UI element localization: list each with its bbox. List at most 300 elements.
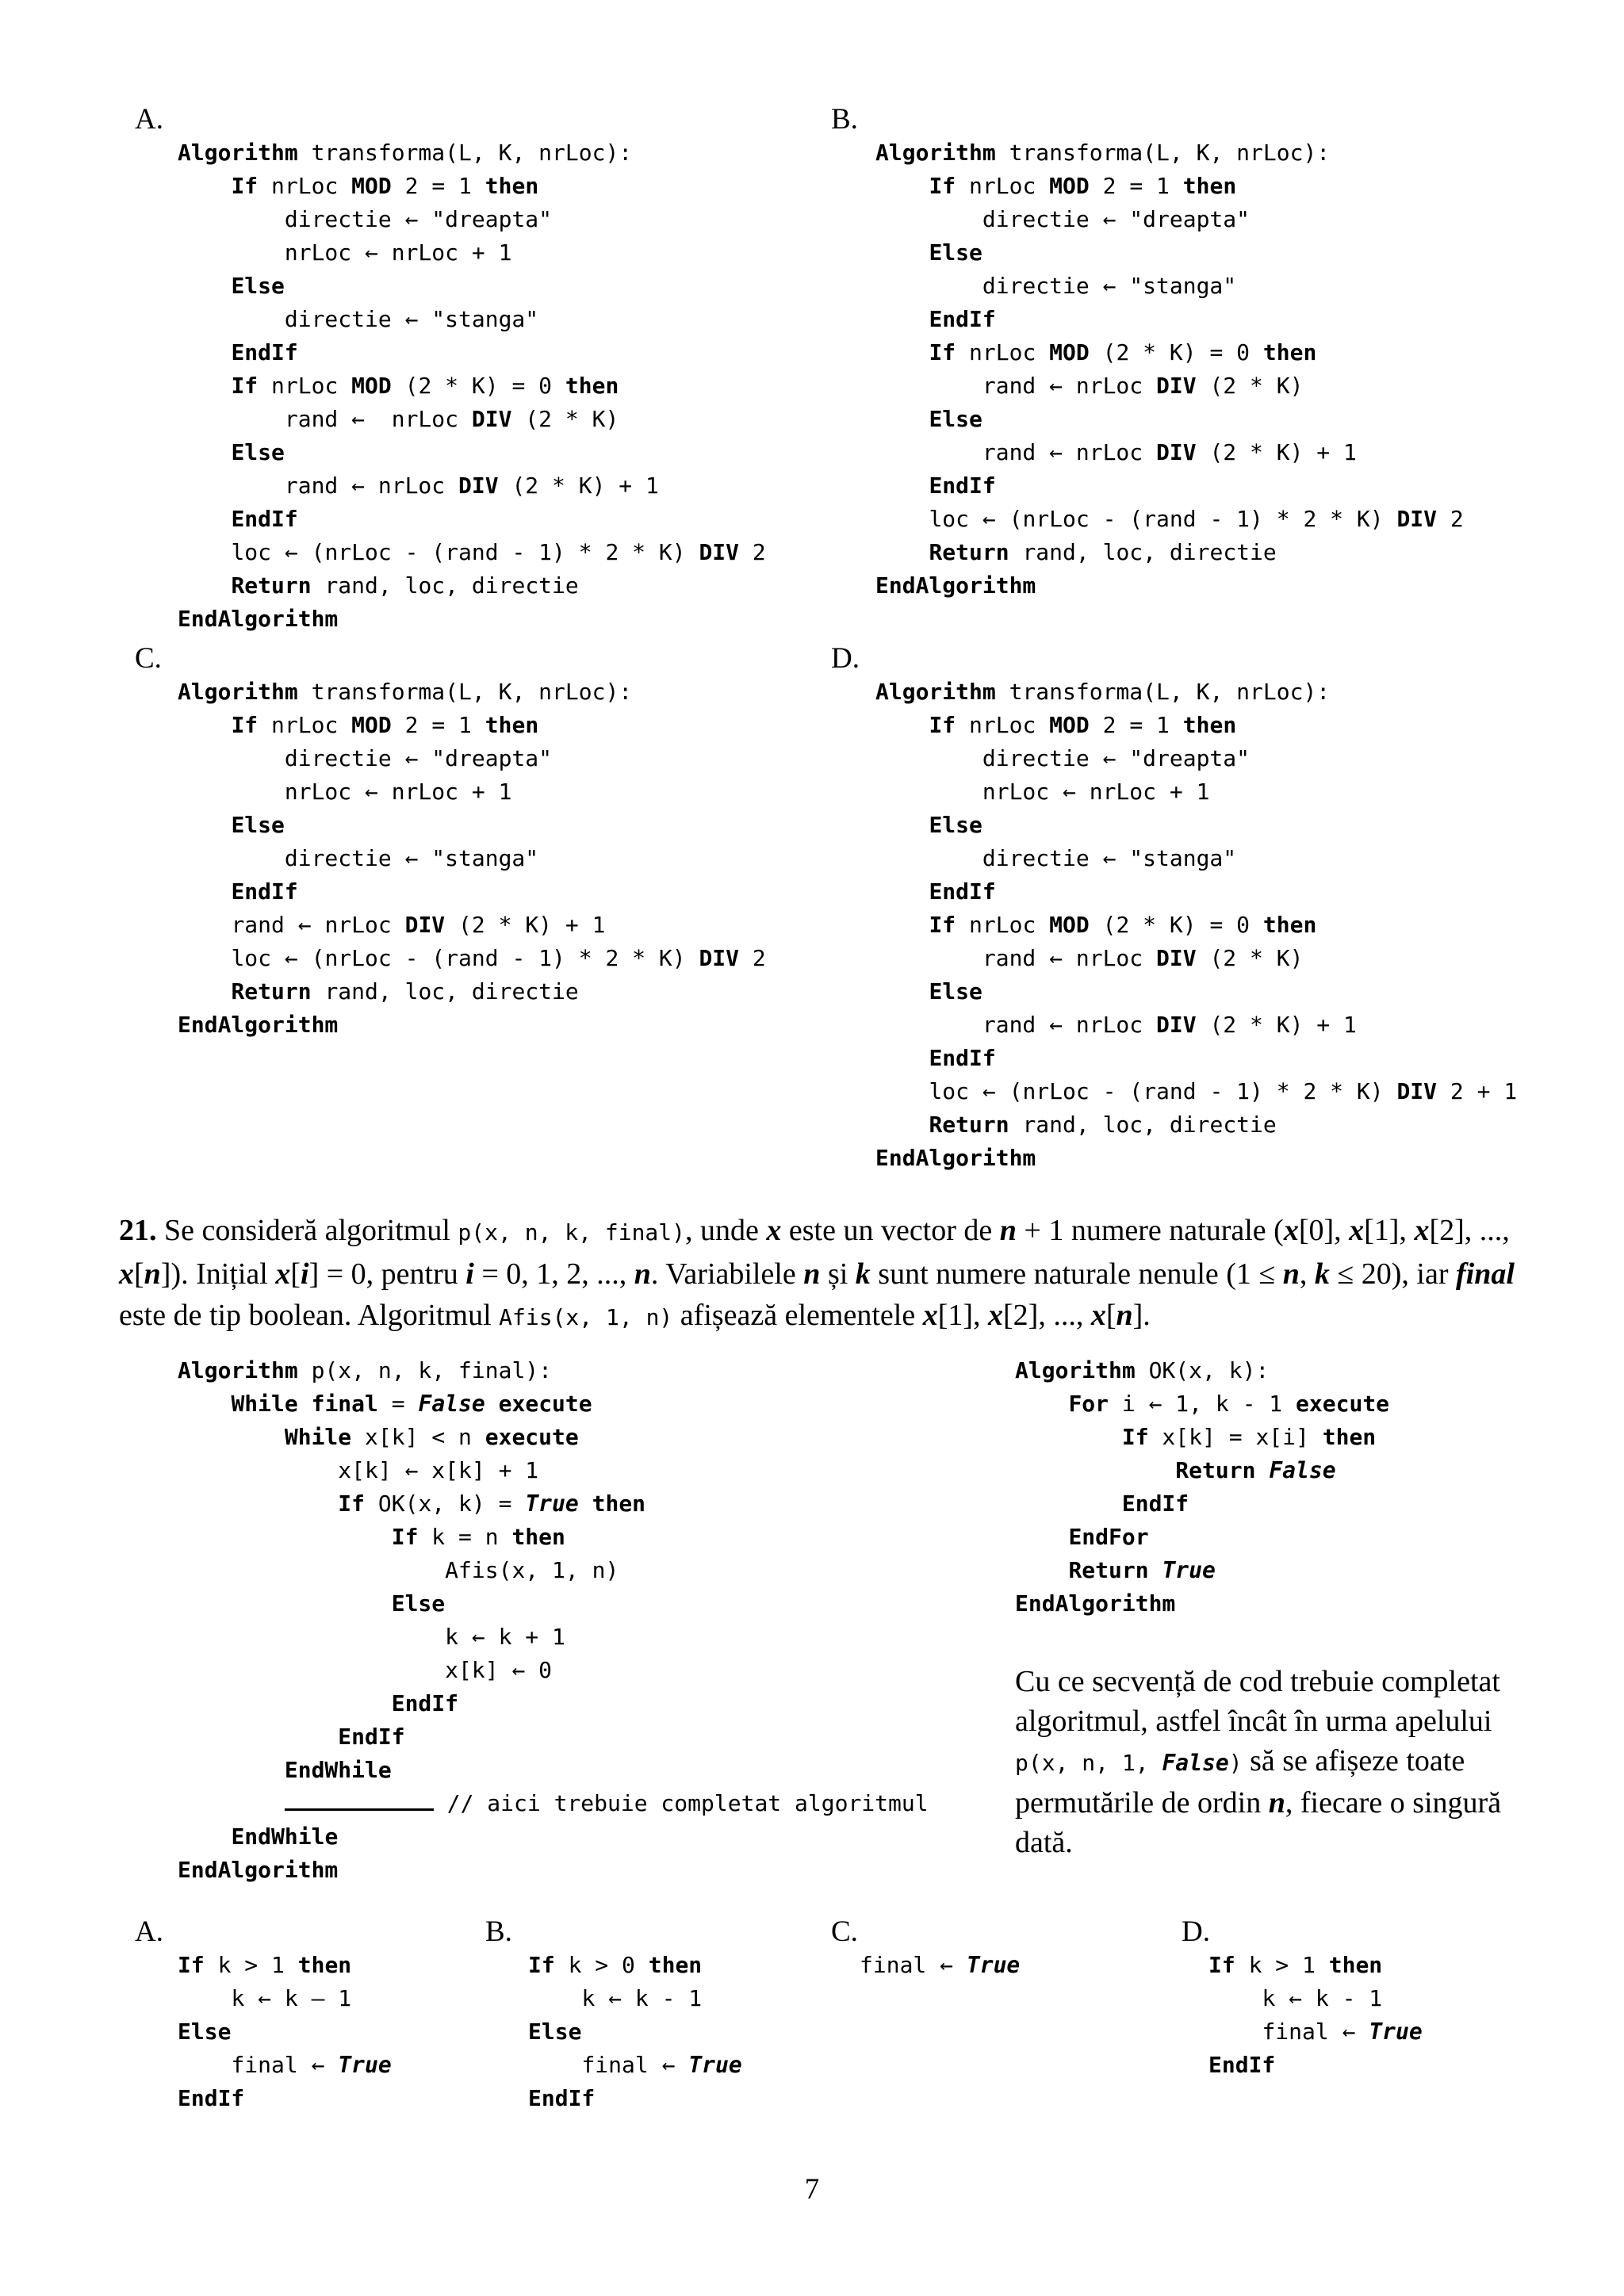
code-text: nrLoc [956, 339, 1050, 365]
code-keyword: If [231, 373, 259, 399]
code-line [178, 170, 766, 203]
code-text: rand ← nrLoc [284, 473, 459, 499]
code-line [1015, 1554, 1389, 1587]
code-line [178, 1354, 929, 1387]
code-line [178, 2082, 392, 2115]
code-line [178, 403, 766, 436]
code-line [1015, 1454, 1389, 1487]
code-text [1255, 1457, 1269, 1483]
code-line [528, 2049, 742, 2082]
answer-b-label: B. [485, 1915, 512, 1948]
code-text: k ← k - 1 [1262, 1985, 1383, 2011]
code-text: (2 * K) + 1 [445, 912, 606, 938]
code-keyword: execute [498, 1391, 592, 1417]
code-keyword: then [1322, 1424, 1377, 1450]
code-line [875, 569, 1464, 603]
code-text: rand ← nrLoc [982, 439, 1157, 465]
code-keyword: EndIf [929, 306, 996, 332]
code-keyword: then [1328, 1952, 1383, 1978]
code-line [875, 503, 1464, 536]
code-line [1015, 1354, 1389, 1387]
code-line [875, 403, 1464, 436]
code-keyword: DIV [1156, 1012, 1197, 1038]
code-text: k ← k – 1 [231, 1985, 352, 2011]
code-keyword: Return [231, 572, 312, 599]
code-line [1015, 1587, 1389, 1621]
code-line [875, 909, 1517, 942]
code-line [875, 336, 1464, 369]
code-line [178, 136, 766, 170]
algorithm-p-code [178, 1354, 929, 1887]
code-keyword: DIV [458, 473, 499, 499]
code-keyword: Else [929, 406, 982, 432]
code-keyword: EndAlgorithm [178, 1012, 339, 1038]
code-literal: True [1369, 2019, 1423, 2045]
code-keyword: Else [391, 1590, 446, 1617]
code-text: k ← k - 1 [581, 1985, 703, 2011]
code-line [178, 1487, 929, 1521]
code-text: k ← k + 1 [445, 1624, 565, 1650]
code-text: x[k] ← 0 [445, 1657, 553, 1683]
code-keyword: If [391, 1524, 419, 1550]
code-text: 2 = 1 [391, 712, 485, 738]
code-line [1208, 2015, 1423, 2049]
code-line [178, 1421, 929, 1454]
code-keyword: DIV [1396, 1078, 1438, 1104]
code-text: transforma(L, K, nrLoc): [297, 140, 633, 166]
code-line [178, 742, 766, 775]
code-keyword: DIV [1156, 439, 1197, 465]
code-keyword: If [929, 173, 956, 199]
code-text: directie ← "stanga" [284, 306, 539, 332]
option-d-code [875, 675, 1517, 1175]
code-text: (2 * K) + 1 [1196, 439, 1357, 465]
code-text: OK(x, k): [1135, 1357, 1270, 1383]
code-keyword: EndAlgorithm [875, 572, 1036, 599]
answer-c-label: C. [831, 1915, 858, 1948]
code-text: 2 = 1 [1089, 712, 1183, 738]
code-keyword: DIV [404, 912, 446, 938]
code-keyword: EndIf [231, 506, 298, 532]
code-keyword: Return [1175, 1457, 1256, 1483]
code-keyword: Return [929, 1112, 1009, 1138]
code-keyword: then [565, 373, 619, 399]
code-line [178, 1687, 929, 1720]
code-text: 2 [1437, 506, 1464, 532]
code-keyword: Else [231, 812, 285, 838]
code-line [178, 942, 766, 975]
option-c-code [178, 675, 766, 1042]
code-line [178, 336, 766, 369]
code-text: rand, loc, directie [311, 978, 579, 1004]
code-text [579, 1490, 592, 1517]
code-line [178, 569, 766, 603]
code-line [178, 709, 766, 742]
code-text: 2 [739, 539, 766, 565]
code-line [875, 1042, 1517, 1075]
code-line [178, 469, 766, 503]
code-keyword: Else [231, 273, 285, 299]
code-keyword: MOD [351, 712, 392, 738]
answer-a-label: A. [135, 1915, 163, 1948]
code-line [528, 2082, 742, 2115]
code-text: transforma(L, K, nrLoc): [995, 679, 1331, 705]
code-keyword: If [929, 339, 956, 365]
code-line [178, 1587, 929, 1621]
code-line [875, 775, 1517, 809]
code-text: final ← [581, 2052, 689, 2078]
code-text: rand ← nrLoc [982, 945, 1157, 971]
code-text: k = n [418, 1524, 512, 1550]
code-line [875, 742, 1517, 775]
code-literal: True [338, 2052, 392, 2078]
code-keyword: Algorithm [178, 140, 298, 166]
code-keyword: DIV [699, 539, 740, 565]
code-line [528, 2015, 742, 2049]
code-line [875, 1008, 1517, 1042]
code-line [875, 436, 1464, 469]
code-keyword: If [231, 712, 259, 738]
code-text: nrLoc [258, 712, 352, 738]
code-keyword: If [338, 1490, 366, 1517]
answer-d-code [1208, 1949, 1423, 2082]
code-line [875, 842, 1517, 875]
code-line [178, 2049, 392, 2082]
code-keyword: execute [1296, 1391, 1390, 1417]
code-text: x[k] ← x[k] + 1 [338, 1457, 539, 1483]
code-keyword: EndAlgorithm [178, 606, 339, 632]
code-line [528, 1949, 742, 1982]
code-keyword: Return [1068, 1557, 1149, 1583]
code-line [178, 1521, 929, 1554]
code-keyword: EndWhile [284, 1757, 392, 1783]
code-line [875, 809, 1517, 842]
code-line [875, 369, 1464, 403]
code-line [178, 1387, 929, 1421]
code-line [1208, 2049, 1423, 2082]
code-text: (2 * K) + 1 [1196, 1012, 1357, 1038]
code-keyword: EndAlgorithm [875, 1145, 1036, 1171]
code-line [178, 842, 766, 875]
code-line [875, 303, 1464, 336]
code-keyword: then [1182, 173, 1237, 199]
code-text: directie ← "dreapta" [982, 745, 1251, 771]
code-text: nrLoc ← nrLoc + 1 [284, 779, 512, 805]
code-line [875, 1108, 1517, 1142]
code-keyword: Else [929, 978, 982, 1004]
code-keyword: EndIf [338, 1724, 405, 1750]
code-line [1208, 1982, 1423, 2015]
code-line [178, 1554, 929, 1587]
code-keyword: Else [528, 2019, 582, 2045]
code-keyword: then [297, 1952, 352, 1978]
code-keyword: DIV [1396, 506, 1438, 532]
option-a-label: A. [135, 103, 163, 136]
code-keyword: DIV [699, 945, 740, 971]
code-text: final ← [1262, 2019, 1369, 2045]
code-text: nrLoc [258, 173, 352, 199]
code-text: p(x, n, k, final): [297, 1357, 553, 1383]
code-keyword: If [929, 712, 956, 738]
code-keyword: MOD [1049, 339, 1090, 365]
option-b-label: B. [831, 103, 858, 136]
page-number: 7 [804, 2173, 820, 2206]
code-text: directie ← "dreapta" [284, 745, 553, 771]
code-keyword: EndIf [1121, 1490, 1189, 1517]
code-text: rand ← nrLoc [982, 373, 1157, 399]
code-line [875, 236, 1464, 270]
option-c-label: C. [135, 642, 162, 675]
code-text: 2 + 1 [1437, 1078, 1518, 1104]
code-literal: False [1269, 1457, 1336, 1483]
code-text: nrLoc ← nrLoc + 1 [284, 239, 512, 266]
code-text: loc ← (nrLoc - (rand - 1) * 2 * K) [929, 1078, 1397, 1104]
code-text: transforma(L, K, nrLoc): [297, 679, 633, 705]
code-keyword: Algorithm [1015, 1357, 1136, 1383]
code-keyword: MOD [1049, 712, 1090, 738]
code-keyword: While [231, 1391, 298, 1417]
code-line [178, 503, 766, 536]
code-keyword: then [1262, 912, 1317, 938]
code-keyword: If [528, 1952, 555, 1978]
code-text [298, 1391, 312, 1417]
code-literal: True [688, 2052, 742, 2078]
code-keyword: then [1182, 712, 1237, 738]
code-keyword: EndFor [1068, 1524, 1149, 1550]
code-line [875, 1075, 1517, 1108]
code-text: k > 1 [1235, 1952, 1329, 1978]
code-keyword: Return [231, 978, 312, 1004]
code-line [178, 1949, 392, 1982]
code-text: (2 * K) = 0 [391, 373, 565, 399]
code-keyword: MOD [351, 173, 392, 199]
answer-c-code [860, 1949, 1020, 1982]
answer-a-code [178, 1949, 392, 2115]
code-line [178, 1787, 929, 1820]
code-text: (2 * K) [1196, 945, 1304, 971]
code-line [1015, 1521, 1389, 1554]
answer-b-code [528, 1949, 742, 2115]
code-text: rand ← nrLoc [231, 912, 405, 938]
code-text [1149, 1557, 1162, 1583]
code-text: (2 * K) = 0 [1089, 912, 1263, 938]
code-keyword: Algorithm [875, 679, 996, 705]
code-keyword: If [929, 912, 956, 938]
code-literal: True [966, 1952, 1021, 1978]
code-keyword: If [231, 173, 259, 199]
code-line [1015, 1421, 1389, 1454]
code-keyword: EndIf [391, 1690, 459, 1716]
code-line [178, 909, 766, 942]
code-keyword: then [648, 1952, 703, 1978]
code-keyword: Return [929, 539, 1009, 565]
code-keyword: Algorithm [178, 1357, 298, 1383]
code-text: // aici trebuie completat algoritmul [433, 1790, 929, 1816]
code-text: nrLoc [956, 912, 1050, 938]
code-text: x[k] < n [351, 1424, 485, 1450]
code-keyword: then [485, 173, 539, 199]
code-line [178, 436, 766, 469]
code-line [875, 975, 1517, 1008]
code-line [178, 1008, 766, 1042]
code-line [178, 1820, 929, 1854]
code-text: final ← [860, 1952, 967, 1978]
option-a-code [178, 136, 766, 636]
code-text: k > 1 [204, 1952, 298, 1978]
code-line [1015, 1487, 1389, 1521]
code-line [178, 675, 766, 709]
code-text: directie ← "stanga" [284, 845, 539, 871]
code-line [860, 1949, 1020, 1982]
code-text: rand, loc, directie [1009, 539, 1277, 565]
code-line [875, 136, 1464, 170]
code-text: rand, loc, directie [311, 572, 579, 599]
code-text: (2 * K) + 1 [498, 473, 659, 499]
code-line [178, 875, 766, 909]
code-keyword: EndIf [231, 878, 298, 905]
code-keyword: EndIf [528, 2085, 596, 2111]
code-line [875, 469, 1464, 503]
code-line [875, 875, 1517, 909]
option-b-code [875, 136, 1464, 603]
code-keyword: Algorithm [178, 679, 298, 705]
code-line [1015, 1387, 1389, 1421]
code-keyword: MOD [351, 373, 392, 399]
code-text: OK(x, k) = [365, 1490, 526, 1517]
answer-d-label: D. [1182, 1915, 1210, 1948]
option-d-label: D. [831, 642, 860, 675]
code-text: Afis(x, 1, n) [445, 1557, 619, 1583]
code-keyword: If [1208, 1952, 1235, 1978]
code-text: nrLoc ← nrLoc + 1 [982, 779, 1210, 805]
code-text: rand ← nrLoc [284, 406, 472, 432]
code-keyword: While [284, 1424, 352, 1450]
code-keyword: EndIf [1208, 2052, 1276, 2078]
code-text: = [377, 1391, 419, 1417]
fill-in-blank [285, 1788, 434, 1811]
code-keyword: EndAlgorithm [178, 1857, 339, 1883]
code-text: transforma(L, K, nrLoc): [995, 140, 1331, 166]
code-keyword: EndWhile [231, 1823, 339, 1850]
code-literal: True [525, 1490, 579, 1517]
code-text [485, 1391, 499, 1417]
algorithm-ok-code [1015, 1354, 1389, 1621]
code-line [875, 270, 1464, 303]
code-keyword: Else [929, 239, 982, 266]
code-keyword: final [311, 1391, 378, 1417]
code-line [178, 536, 766, 569]
code-line [178, 775, 766, 809]
code-line [178, 1654, 929, 1687]
code-line [178, 1621, 929, 1654]
code-text: (2 * K) [1196, 373, 1304, 399]
code-line [178, 303, 766, 336]
code-keyword: Algorithm [875, 140, 996, 166]
code-line [178, 1720, 929, 1754]
code-keyword: EndIf [929, 878, 996, 905]
question-number: 21. [119, 1214, 157, 1247]
code-keyword: EndIf [231, 339, 298, 365]
code-keyword: execute [485, 1424, 579, 1450]
code-line [875, 709, 1517, 742]
code-text: directie ← "dreapta" [982, 206, 1251, 232]
code-line [875, 170, 1464, 203]
code-text: loc ← (nrLoc - (rand - 1) * 2 * K) [929, 506, 1397, 532]
code-keyword: EndIf [929, 1045, 996, 1071]
code-text: nrLoc [956, 173, 1050, 199]
code-line [178, 236, 766, 270]
code-keyword: Else [178, 2019, 232, 2045]
code-line [178, 369, 766, 403]
code-keyword: DIV [1156, 373, 1197, 399]
code-text: 2 = 1 [391, 173, 485, 199]
code-text: loc ← (nrLoc - (rand - 1) * 2 * K) [231, 539, 699, 565]
code-line [875, 675, 1517, 709]
question-21-prompt: Cu ce secvență de cod trebuie completat algoritmul, astfel încât în urma apelului p(x, n, 1, False) să se afișeze toate permutările de ordin n, fiecare o singură dată. [1015, 1665, 1502, 1859]
code-keyword: DIV [471, 406, 512, 432]
code-line [178, 975, 766, 1008]
code-line [875, 536, 1464, 569]
code-text: rand ← nrLoc [982, 1012, 1157, 1038]
code-line [178, 270, 766, 303]
code-literal: True [1162, 1557, 1216, 1583]
code-keyword: then [511, 1524, 565, 1550]
code-line [875, 942, 1517, 975]
code-line [178, 1982, 392, 2015]
code-keyword: DIV [1156, 945, 1197, 971]
question-21-statement: 21. Se consideră algoritmul p(x, n, k, final), unde x este un vector de n + 1 numere naturale (x[0], x[1], x[2], ..., x[n]). Inițial x[i] = 0, pentru i = 0, 1, 2, ..., n. Variabilele n și k sunt numere naturale nenule (1 ≤ n, k ≤ 20), iar final este de tip boolean. Algoritmul Afis(x, 1, n) afișează elementele x[1], x[2], ..., x[n]. [119, 1214, 1515, 1332]
code-text: (2 * K) [511, 406, 619, 432]
code-line [178, 809, 766, 842]
code-keyword: EndIf [929, 473, 996, 499]
code-keyword: If [178, 1952, 205, 1978]
code-text: (2 * K) = 0 [1089, 339, 1263, 365]
code-text: loc ← (nrLoc - (rand - 1) * 2 * K) [231, 945, 699, 971]
code-line [178, 2015, 392, 2049]
code-keyword: If [1121, 1424, 1149, 1450]
code-text: i ← 1, k - 1 [1109, 1391, 1297, 1417]
code-line [1208, 1949, 1423, 1982]
code-text: k > 0 [554, 1952, 649, 1978]
code-text: x[k] = x[i] [1148, 1424, 1323, 1450]
code-line [875, 1142, 1517, 1175]
code-keyword: MOD [1049, 912, 1090, 938]
code-keyword: EndIf [178, 2085, 245, 2111]
code-keyword: EndAlgorithm [1015, 1590, 1176, 1617]
code-line [178, 1854, 929, 1887]
code-text: rand, loc, directie [1009, 1112, 1277, 1138]
code-keyword: then [1262, 339, 1317, 365]
code-text: directie ← "stanga" [982, 845, 1237, 871]
code-keyword: MOD [1049, 173, 1090, 199]
code-text: directie ← "dreapta" [284, 206, 553, 232]
code-line [178, 1754, 929, 1787]
code-line [178, 1454, 929, 1487]
code-line [528, 1982, 742, 2015]
code-keyword: For [1068, 1391, 1109, 1417]
code-text: directie ← "stanga" [982, 273, 1237, 299]
code-literal: False [418, 1391, 485, 1417]
code-keyword: then [592, 1490, 646, 1517]
code-text: 2 [739, 945, 766, 971]
code-line [875, 203, 1464, 236]
code-line [178, 203, 766, 236]
code-keyword: Else [231, 439, 285, 465]
code-keyword: then [485, 712, 539, 738]
code-text: nrLoc [956, 712, 1050, 738]
code-keyword: Else [929, 812, 982, 838]
code-text: final ← [231, 2052, 339, 2078]
